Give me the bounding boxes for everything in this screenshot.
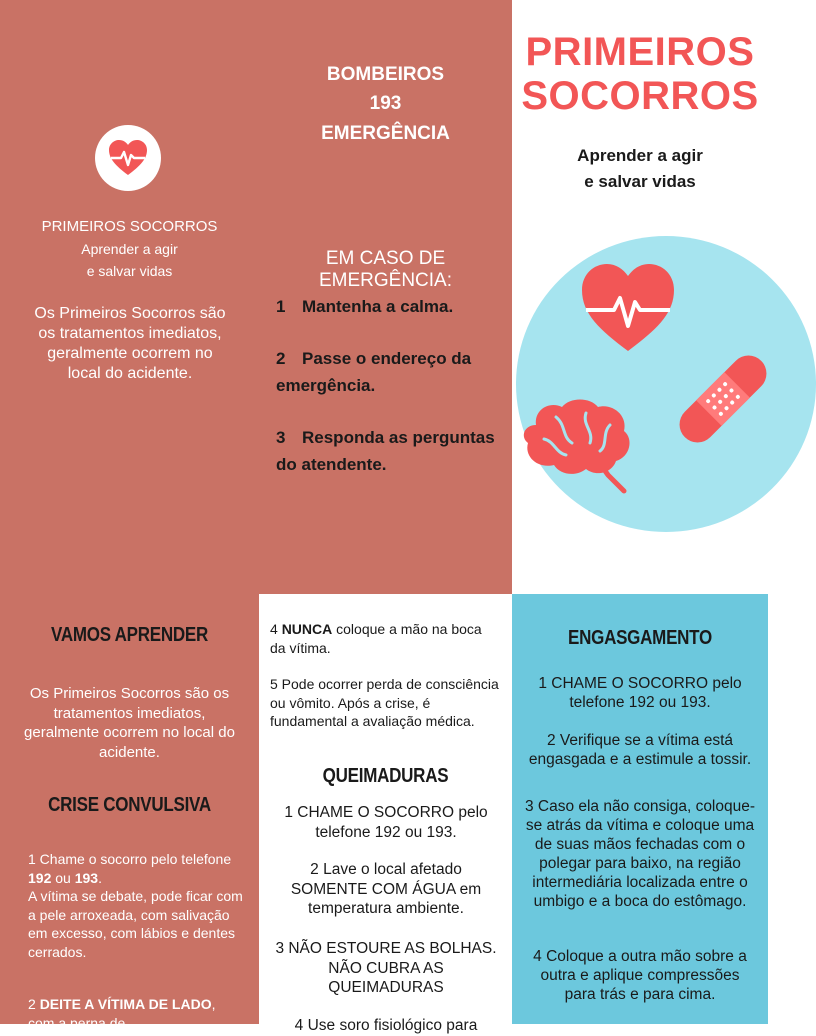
seizure-item-4-text: coloque a mão na boca da vítima.: [270, 621, 482, 656]
burns-item: 4 Use soro fisiológico para: [294, 1017, 478, 1034]
step-number: 3: [276, 428, 286, 447]
step-number: 2: [276, 349, 286, 368]
cover-title-line1: PRIMEIROS: [525, 30, 755, 74]
step-text: Passe o endereço da emergência.: [276, 349, 472, 395]
heart-badge: [95, 125, 161, 191]
step-text: Responda as perguntas do atendente.: [276, 428, 495, 474]
seizure-item-1: [28, 850, 243, 961]
back-title: PRIMEIROS SOCORROS: [41, 218, 218, 235]
contact-line3: EMERGÊNCIA: [321, 123, 450, 144]
back-panel: [0, 0, 259, 594]
seizure-item-4-num: 4: [270, 621, 282, 637]
seizure-item-2-text: , com a perna de: [28, 996, 216, 1031]
burns-item: 1 CHAME O SOCORRO pelo telefone 192 ou 193.: [284, 804, 488, 841]
burns-item: 3 NÃO ESTOURE AS BOLHAS. NÃO CUBRA AS QUEIMADURAS: [275, 940, 497, 996]
brain-icon: [516, 395, 638, 495]
step-text: Mantenha a calma.: [302, 297, 454, 316]
back-subtitle-line2: e salvar vidas: [86, 263, 173, 279]
cover-panel: [512, 0, 768, 594]
cover-title-line2: SOCORROS: [521, 74, 759, 118]
burns-panel: [259, 594, 512, 1034]
choking-item: 2 Verifique se a vítima está engasgada e a estimule a tossir.: [528, 732, 752, 768]
heart-pulse-icon: [108, 139, 148, 177]
choking-heading: ENGASGAMENTO: [568, 627, 712, 649]
seizure-item-1-period: .: [98, 869, 102, 886]
learn-panel: [0, 594, 259, 1031]
choking-item: 4 Coloque a outra mão sobre a outra e aplique compressões para trás e para cima.: [533, 948, 747, 1003]
learn-paragraph: Os Primeiros Socorros são os tratamentos imediatos, geralmente ocorrem no local do acidente.: [24, 685, 235, 761]
bandage-icon: [678, 348, 768, 450]
phone-number: 192: [28, 869, 52, 886]
phone-number: 193: [74, 869, 99, 886]
seizure-heading: CRISE CONVULSIVA: [48, 794, 211, 816]
contact-line1: BOMBEIROS: [326, 64, 445, 85]
seizure-item-2-num: 2: [28, 996, 40, 1012]
seizure-item-1-text: 1 Chame o socorro pelo telefone: [28, 851, 232, 867]
emergency-step: [276, 293, 501, 320]
seizure-item-4: [270, 620, 500, 657]
seizure-item-5: 5 Pode ocorrer perda de consciência ou vômito. Após a crise, é fundamental a avaliação médica.: [270, 676, 499, 729]
seizure-item-2-bold: DEITE A VÍTIMA DE LADO: [39, 996, 212, 1012]
emergency-step: [276, 345, 501, 399]
seizure-item-2: [28, 995, 243, 1032]
heart-pulse-icon: [580, 262, 676, 354]
emergency-panel: [259, 0, 512, 594]
contact-line2: 193: [369, 93, 402, 114]
emergency-step: [276, 424, 501, 478]
burns-item: 2 Lave o local afetado SOMENTE COM ÁGUA em temperatura ambiente.: [290, 861, 482, 917]
emergency-heading: EM CASO DE EMERGÊNCIA:: [318, 248, 453, 291]
back-paragraph: Os Primeiros Socorros são os tratamentos imediatos, geralmente ocorrem no local do acidente.: [34, 305, 226, 382]
choking-item: 1 CHAME O SOCORRO pelo telefone 192 ou 193.: [538, 675, 742, 711]
seizure-item-1-or: ou: [51, 869, 75, 886]
back-subtitle-line1: Aprender a agir: [81, 241, 178, 257]
choking-item: 3 Caso ela não consiga, coloque-se atrás da vítima e coloque uma de suas mãos fechadas com o polegar para baixo, na região intermediária localizada entre o umbigo e a boca do estômago.: [524, 798, 756, 910]
learn-heading: VAMOS APRENDER: [50, 624, 209, 646]
step-number: 1: [276, 297, 286, 316]
choking-panel: [512, 594, 768, 1024]
seizure-item-4-bold: NUNCA: [281, 621, 333, 637]
cover-subtitle-line1: Aprender a agir: [577, 146, 703, 165]
burns-heading: QUEIMADURAS: [322, 765, 449, 787]
cover-subtitle-line2: e salvar vidas: [584, 172, 696, 191]
seizure-description: A vítima se debate, pode ficar com a pele arroxeada, com salivação em excesso, com lábios e dentes cerrados.: [28, 888, 243, 960]
